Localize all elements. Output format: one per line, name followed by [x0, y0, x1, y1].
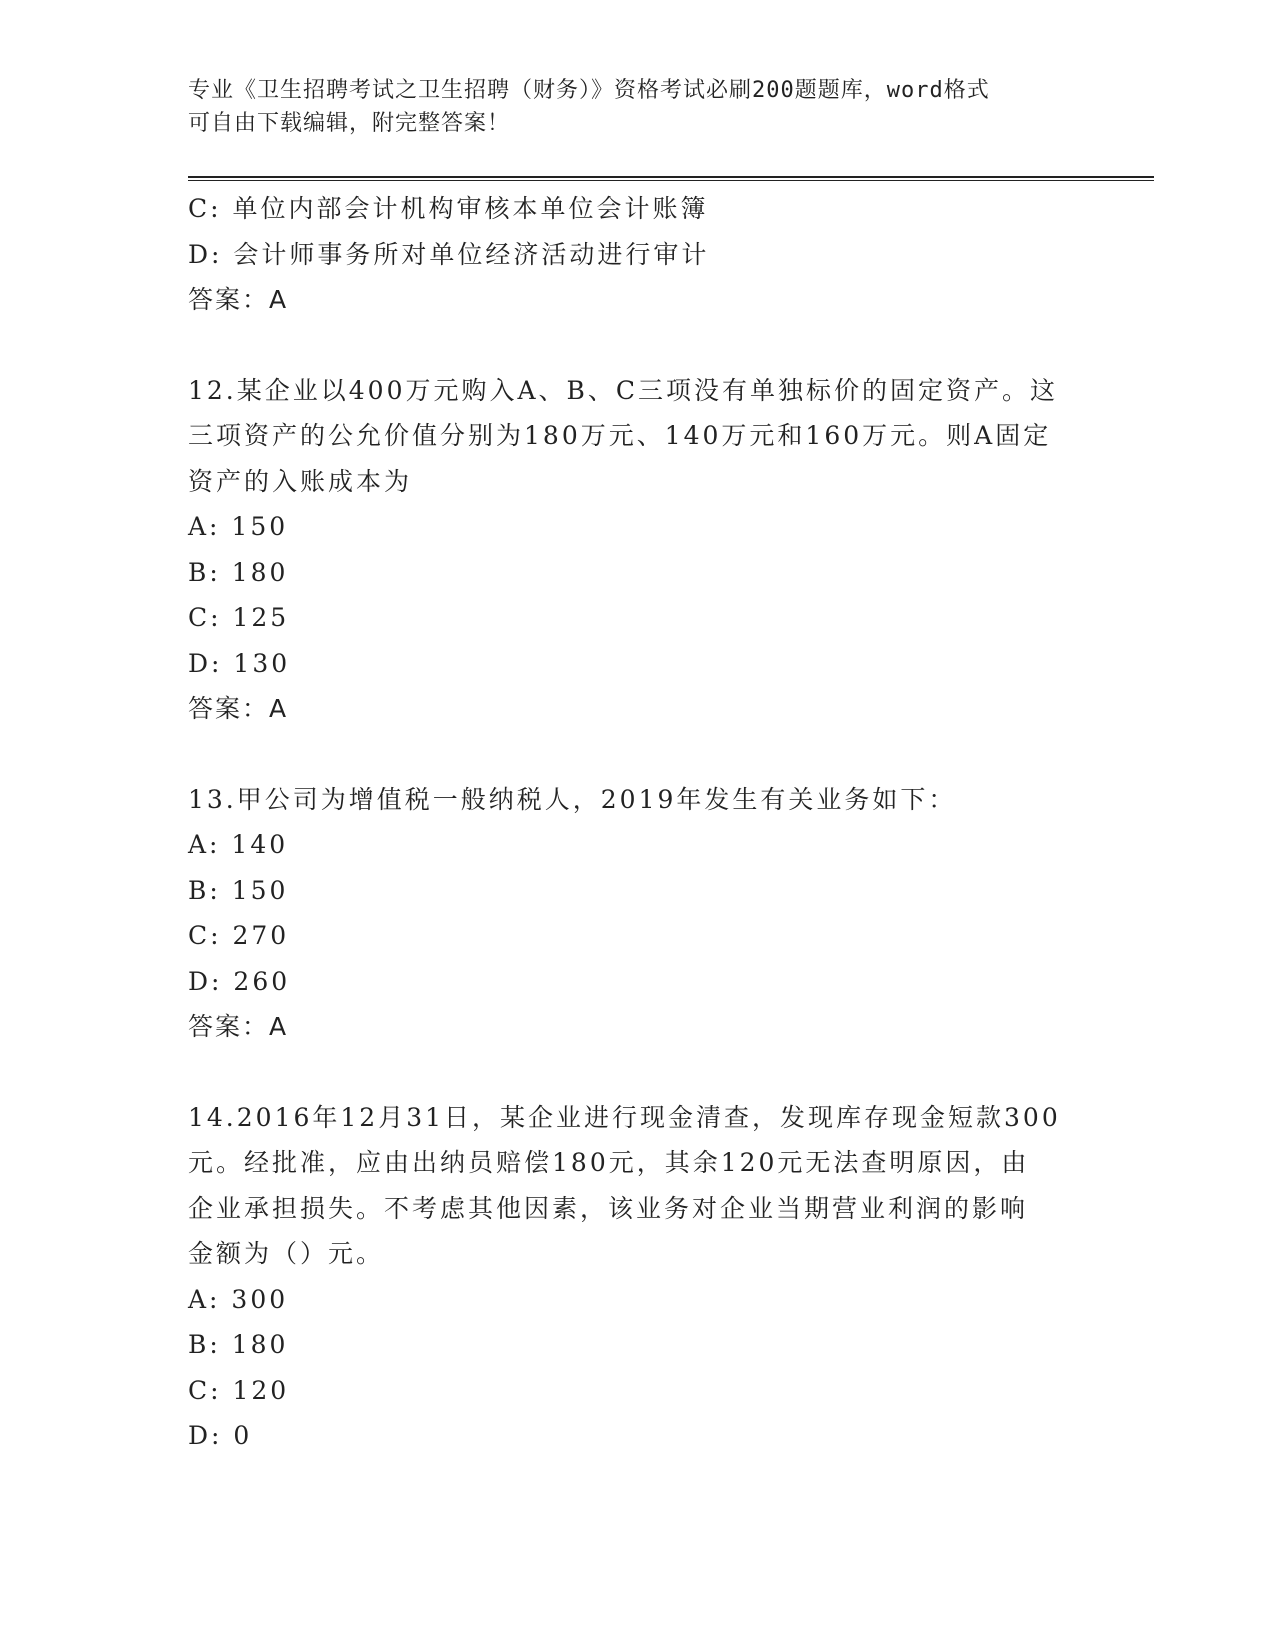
- option-b: B: 150: [188, 875, 289, 905]
- option-d: D: 0: [188, 1421, 253, 1450]
- option-a: A: 140: [188, 830, 289, 859]
- option-d: D: 会计师事务所对单位经济活动进行审计: [188, 239, 710, 269]
- question-11-tail: [188, 186, 1088, 323]
- spacer: [188, 323, 1088, 368]
- stem-line: 金额为（）元。: [188, 1239, 385, 1268]
- stem-line: 企业承担损失。不考虑其他因素，该业务对企业当期营业利润的影响: [188, 1193, 1029, 1223]
- header-line-1: 专业《卫生招聘考试之卫生招聘（财务）》资格考试必刷200题题库，word格式: [188, 78, 990, 103]
- option-c: C: 单位内部会计机构审核本单位会计账簿: [188, 194, 709, 223]
- header-line-2: 可自由下载编辑，附完整答案！: [188, 111, 511, 136]
- stem-line: 14.2016年12月31日，某企业进行现金清查，发现库存现金短款300: [188, 1102, 1061, 1132]
- option-a: A: 300: [188, 1284, 289, 1314]
- spacer: [188, 1050, 1088, 1095]
- question-stem: [188, 777, 1088, 823]
- question-stem: [188, 1095, 1088, 1277]
- answer-line: 答案：A: [188, 1012, 289, 1041]
- stem-line: 资产的入账成本为: [188, 466, 413, 496]
- option-a: A: 150: [188, 512, 289, 541]
- option-b: B: 180: [188, 557, 289, 587]
- document-header: [188, 74, 1068, 140]
- question-13: [188, 777, 1088, 1050]
- option-c: C: 270: [188, 921, 290, 950]
- question-14: [188, 1095, 1088, 1459]
- option-b: B: 180: [188, 1330, 289, 1359]
- stem-line: 13.甲公司为增值税一般纳税人，2019年发生有关业务如下：: [188, 784, 957, 814]
- document-body: [188, 186, 1088, 1459]
- spacer: [188, 732, 1088, 777]
- answer-line: 答案：A: [188, 285, 289, 314]
- header-divider: [188, 176, 1154, 181]
- option-d: D: 260: [188, 966, 291, 996]
- question-12: [188, 368, 1088, 732]
- stem-line: 三项资产的公允价值分别为180万元、140万元和160万元。则A固定: [188, 421, 1052, 450]
- option-c: C: 125: [188, 603, 290, 632]
- stem-line: 12.某企业以400万元购入A、B、C三项没有单独标价的固定资产。这: [188, 375, 1059, 405]
- stem-line: 元。经批准，应由出纳员赔偿180元，其余120元无法查明原因，由: [188, 1148, 1030, 1177]
- option-c: C: 120: [188, 1375, 290, 1405]
- option-d: D: 130: [188, 648, 291, 678]
- answer-line: 答案：A: [188, 694, 289, 723]
- question-stem: [188, 368, 1088, 505]
